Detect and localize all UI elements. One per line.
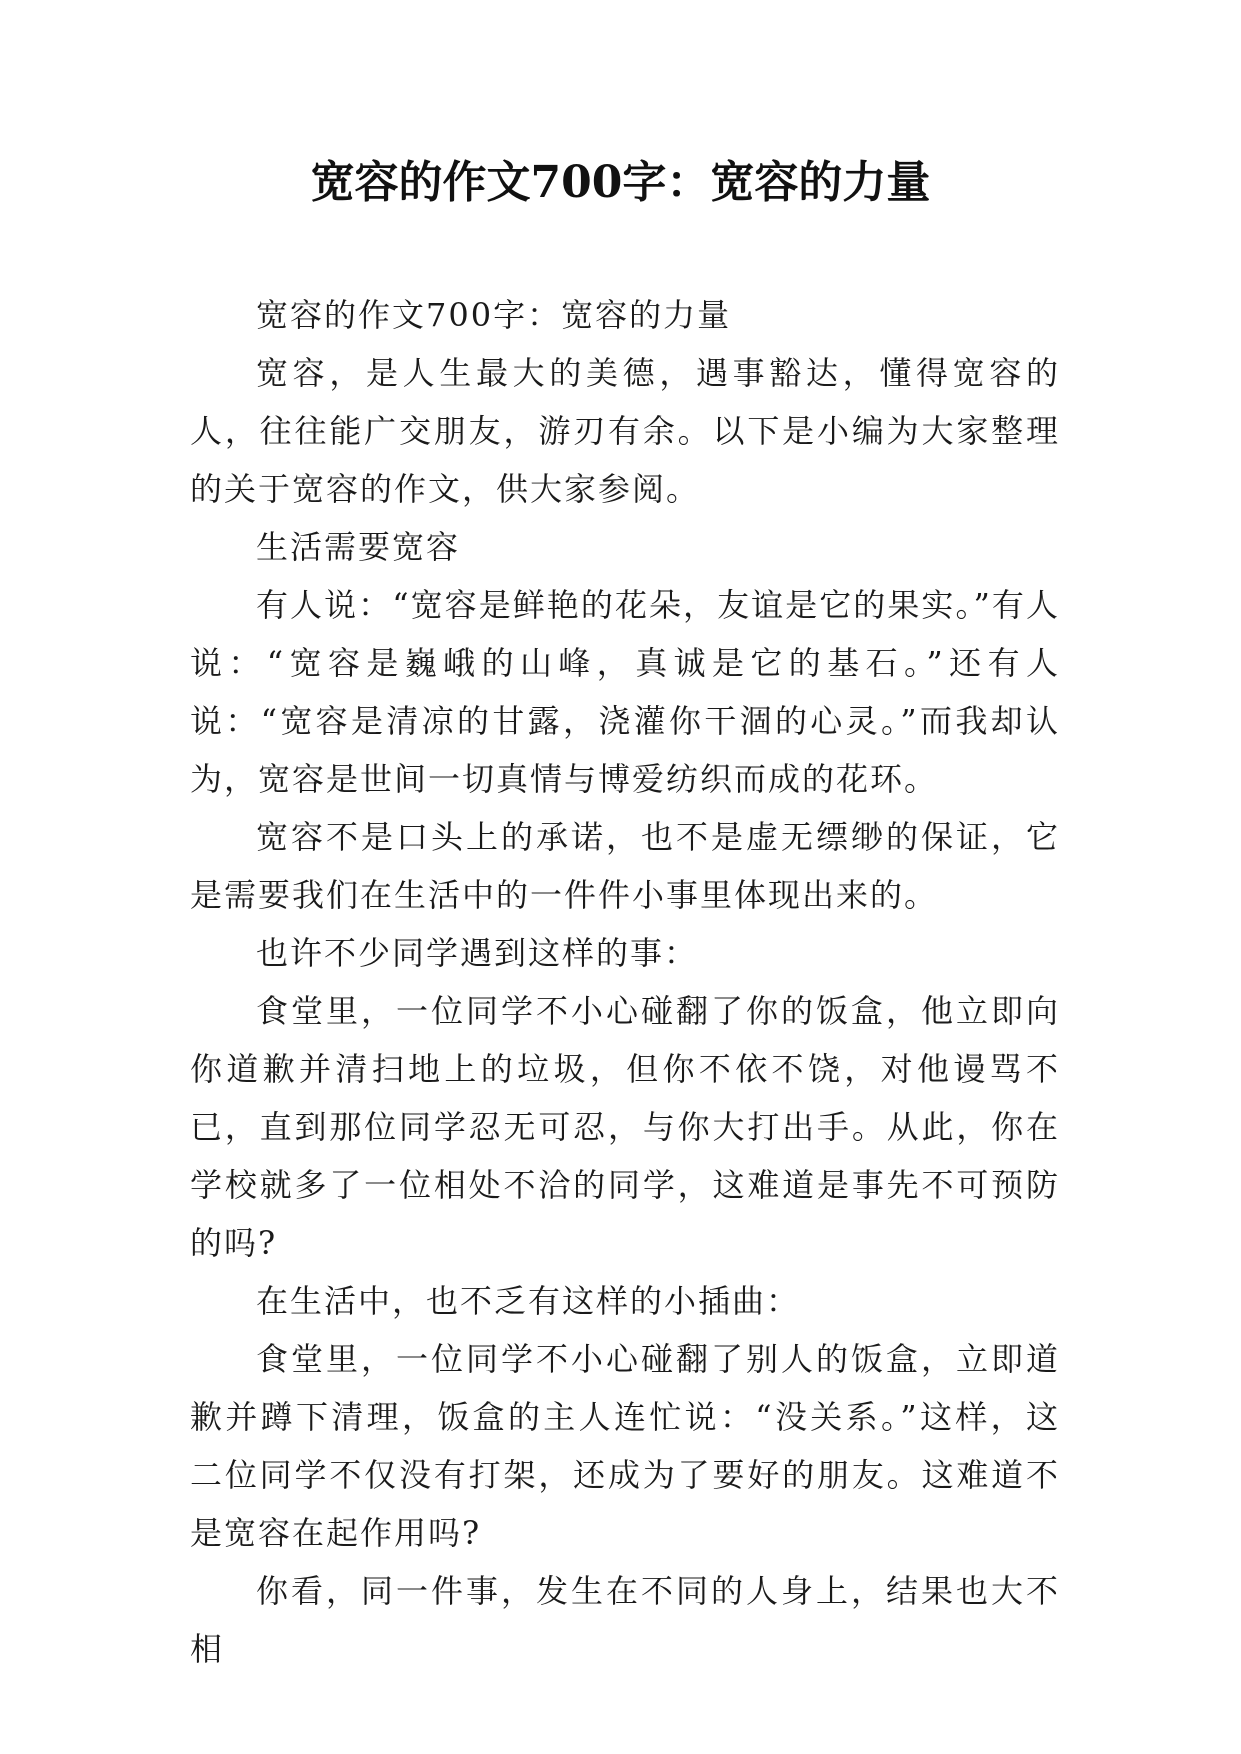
paragraph-intro: 宽容，是人生最大的美德，遇事豁达，懂得宽容的人，往往能广交朋友，游刃有余。以下是小编为大家整理的关于宽容的作文，供大家参阅。 (190, 354, 1060, 508)
paragraph-quotes: 有人说：“宽容是鲜艳的花朵，友谊是它的果实。”有人说：“宽容是巍峨的山峰，真诚是它的基石。”还有人说：“宽容是清凉的甘露，浇灌你干涸的心灵。”而我却认为，宽容是世间一切真情与博爱纺织而成的花环。 (190, 586, 1060, 798)
paragraph-conclusion: 你看，同一件事，发生在不同的人身上，结果也大不相 (190, 1572, 1060, 1668)
paragraph-heading-repeat: 宽容的作文700字：宽容的力量 (256, 296, 732, 334)
paragraph-subheading: 生活需要宽容 (256, 528, 461, 566)
paragraph-example-one: 食堂里，一位同学不小心碰翻了你的饭盒，他立即向你道歉并清扫地上的垃圾，但你不依不饶，对他谩骂不已，直到那位同学忍无可忍，与你大打出手。从此，你在学校就多了一位相处不洽的同学，这难道是事先不可预防的吗? (190, 992, 1060, 1262)
paragraph-promise: 宽容不是口头上的承诺，也不是虚无缥缈的保证，它是需要我们在生活中的一件件小事里体现出来的。 (190, 818, 1060, 914)
document-title: 宽容的作文700字：宽容的力量 (310, 157, 931, 208)
paragraph-example-lead: 也许不少同学遇到这样的事： (256, 934, 699, 972)
paragraph-interlude-lead: 在生活中，也不乏有这样的小插曲： (256, 1282, 801, 1320)
paragraph-example-two: 食堂里，一位同学不小心碰翻了别人的饭盒，立即道歉并蹲下清理，饭盒的主人连忙说：“没关系。”这样，这二位同学不仅没有打架，还成为了要好的朋友。这难道不是宽容在起作用吗? (190, 1340, 1060, 1552)
document-body (190, 286, 1060, 1678)
